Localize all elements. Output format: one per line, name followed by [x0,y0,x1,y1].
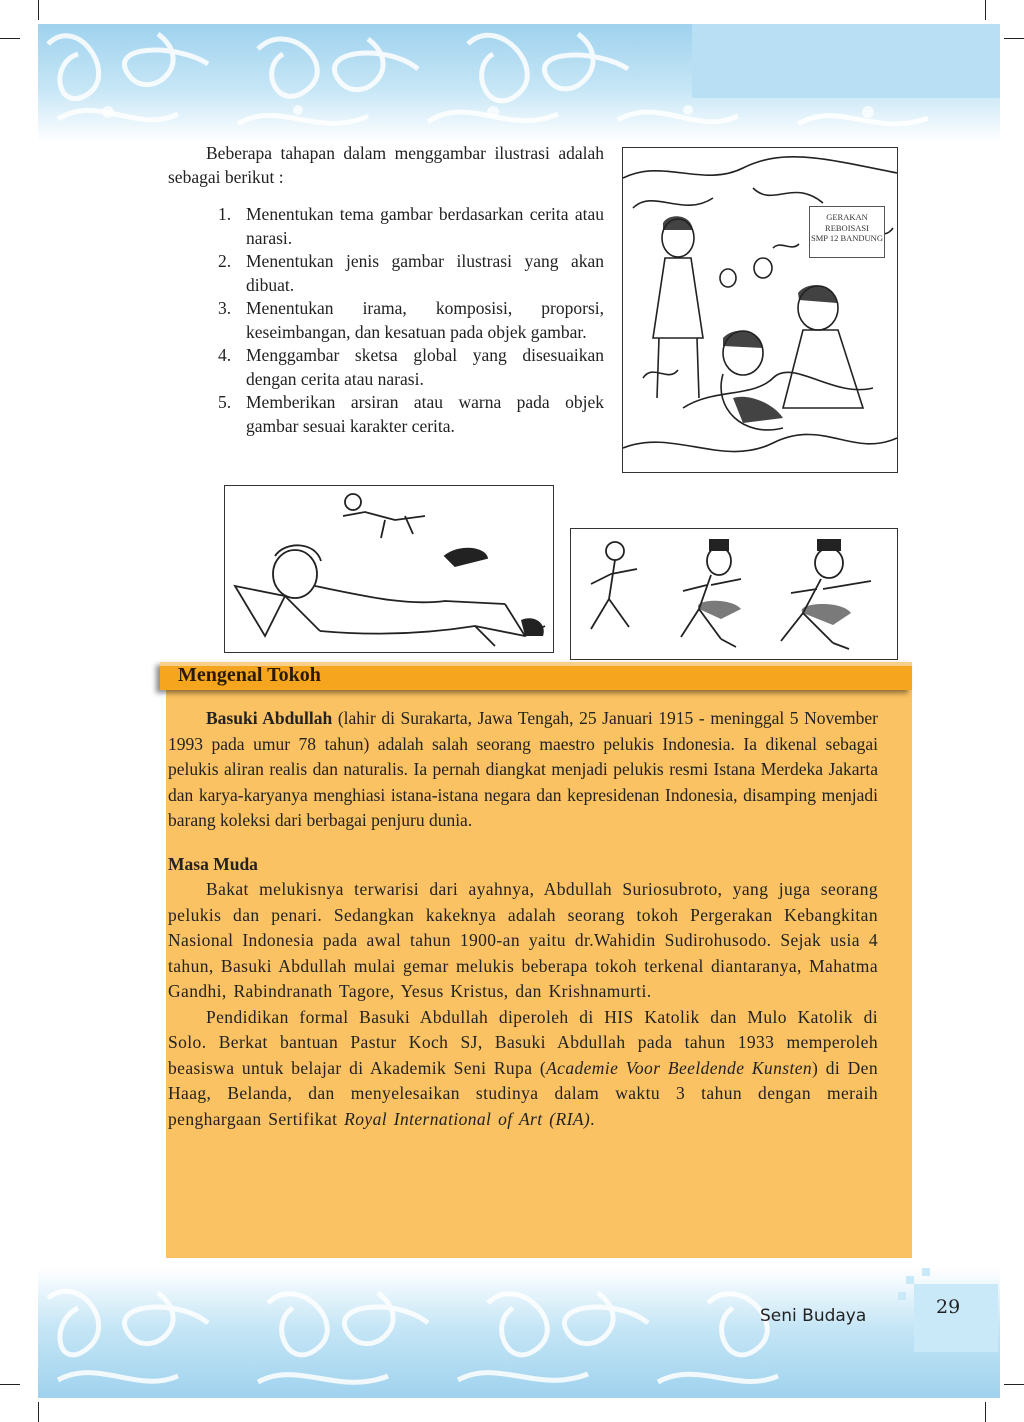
person-name: Basuki Abdullah [206,708,333,728]
list-item: 2. Menentukan jenis gambar ilustrasi yang akan dibuat. [218,251,604,295]
trim-mark [1004,38,1024,39]
education-paragraph: Pendidikan formal Basuki Abdullah diperoleh di HIS Katolik dan Mulo Katolik di Solo. Berkat bantuan Pastur Koch SJ, Basuki Abdullah pada tahun 1933 memperoleh beasiswa untuk belajar di Akademik Seni Rupa (Academie Voor Beeldende Kunsten) di Den Haag, Belanda, dan menyelesaikan studinya dalam waktu 3 tahun dengan meraih penghargaan Sertifikat Royal International of Art (RIA). [168,1006,879,1129]
trim-mark [985,0,986,20]
pixel-ornament [898,1292,906,1300]
list-item: 1. Menentukan tema gambar berdasarkan cerita atau narasi. [218,204,604,248]
children-planting-drawing [623,148,897,472]
list-item: 4. Menggambar sketsa global yang disesuaikan dengan cerita atau narasi. [218,345,604,389]
trim-mark [38,1402,39,1422]
intro-section [168,142,604,438]
reforestation-illustration [622,147,898,473]
running-figures-illustration [570,528,898,660]
steps-list [168,203,604,438]
trim-mark [0,38,20,39]
swirl-pattern [38,1268,1000,1398]
book-title-label: Seni Budaya [760,1306,867,1326]
list-item: 5. Memberikan arsiran atau warna pada objek gambar sesuai karakter cerita. [218,392,604,436]
pixel-ornament [906,1276,914,1284]
info-box-content [168,706,878,1132]
footer-ornament-band [38,1268,1000,1398]
early-life-paragraph: Bakat melukisnya terwarisi dari ayahnya, Abdullah Suriosubroto, yang juga seorang pelukis dan penari. Sedangkan kakeknya adalah seorang tokoh Pergerakan Kebangkitan Nasional Indonesia pada awal tahun 1900-an yaitu dr.Wahidin Sudirohusodo. Sejak usia 4 tahun, Basuki Abdullah mulai gemar melukis beberapa tokoh terkenal diantaranya, Mahatma Gandhi, Rabindranath Tagore, Yesus Kristus, dan Krishnamurti. [168,879,878,1001]
trim-mark [1004,1384,1024,1385]
boy-reading-sketch [225,486,553,652]
reading-boy-illustration [224,485,554,653]
pixel-ornament [922,1268,930,1276]
info-box-title: Mengenal Tokoh [178,664,321,686]
intro-paragraph: Beberapa tahapan dalam menggambar ilustrasi adalah sebagai berikut : [168,143,604,187]
trim-mark [0,1384,20,1385]
list-item: 3. Menentukan irama, komposisi, proporsi, keseimbangan, dan kesatuan pada objek gambar. [218,298,604,342]
page-number: 29 [936,1296,961,1318]
page-number-panel [914,1284,998,1352]
stick-figure-progression-sketch [571,529,897,659]
reforestation-sign: GERAKAN REBOISASI SMP 12 BANDUNG [809,206,885,258]
trim-mark [985,1402,986,1422]
biography-paragraph: Basuki Abdullah (lahir di Surakarta, Jawa Tengah, 25 Januari 1915 - meninggal 5 November 1993 pada umur 78 tahun) adalah salah seorang maestro pelukis Indonesia. Ia dikenal sebagai pelukis aliran realis dan naturalis. Ia pernah diangkat menjadi pelukis resmi Istana Merdeka Jakarta dan karya-karyanya menghiasi istana-istana negara dan kepresidenan Indonesia, disamping menjadi barang koleksi dari berbagai penjuru dunia. [168,708,879,830]
header-tab [692,24,1000,98]
section-subheading: Masa Muda [168,853,258,874]
trim-mark [38,0,39,20]
